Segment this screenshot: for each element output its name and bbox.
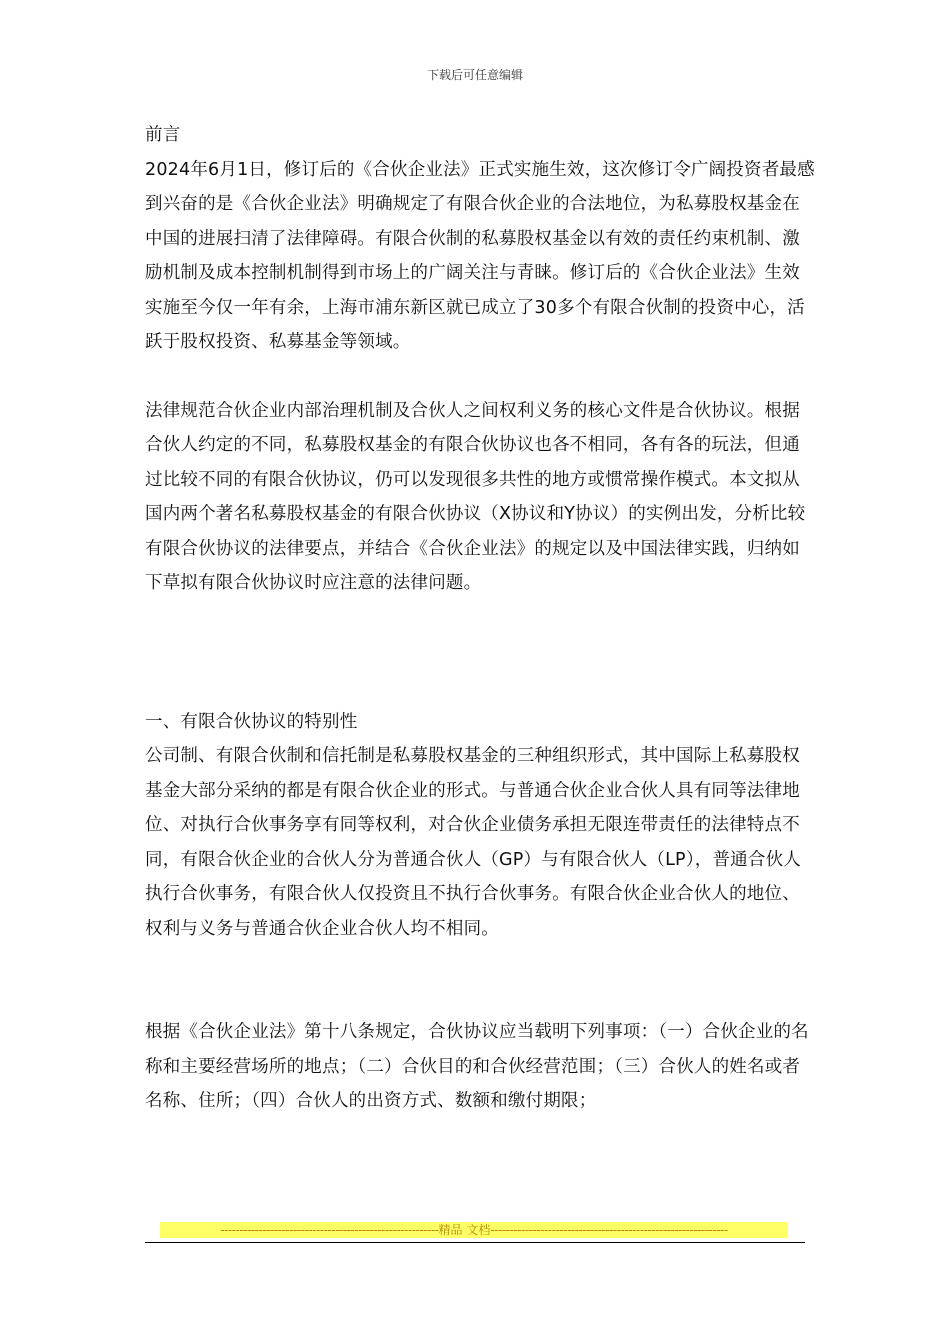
footer-right-dashes: --------------------------------------------------------------: [490, 1223, 728, 1237]
page-header-note: 下载后可任意编辑: [426, 68, 523, 82]
footer-watermark-band: [160, 1222, 788, 1238]
document-body: [145, 118, 815, 1119]
section-1-title: 一、有限合伙协议的特别性: [145, 711, 358, 732]
footer-divider: [145, 1242, 805, 1243]
preface-title: 前言: [145, 125, 181, 145]
paragraph-spacer: [145, 946, 815, 1015]
footer-left-dashes: ---------------------------------------------------------: [220, 1223, 439, 1237]
paragraph-2: 法律规范合伙企业内部治理机制及合伙人之间权利义务的核心文件是合伙协议。根据合伙人约定的不同，私募股权基金的有限合伙协议也各不相同，各有各的玩法，但通过比较不同的有限合伙协议，仍可以发现很多共性的地方或惯常操作模式。本文拟从国内两个著名私募股权基金的有限合伙协议（X协议和Y协议）的实例出发，分析比较有限合伙协议的法律要点，并结合《合伙企业法》的规定以及中国法律实践，归纳如下草拟有限合伙协议时应注意的法律问题。: [145, 400, 806, 593]
paragraph-3: 公司制、有限合伙制和信托制是私募股权基金的三种组织形式，其中国际上私募股权基金大部分采纳的都是有限合伙企业的形式。与普通合伙企业合伙人具有同等法律地位、对执行合伙事务享有同等权利，对合伙企业债务承担无限连带责任的法律特点不同，有限合伙企业的合伙人分为普通合伙人（GP）与有限合伙人（LP），普通合伙人执行合伙事务，有限合伙人仅投资且不执行合伙事务。有限合伙企业合伙人的地位、权利与义务与普通合伙企业合伙人均不相同。: [145, 746, 801, 939]
footer-label: 精品 文档: [438, 1223, 491, 1237]
section-spacer: [145, 601, 815, 705]
paragraph-1: 2024年6月1日，修订后的《合伙企业法》正式实施生效，这次修订令广阔投资者最感到兴奋的是《合伙企业法》明确规定了有限合伙企业的合法地位，为私募股权基金在中国的进展扫清了法律障碍。有限合伙制的私募股权基金以有效的责任约束机制、激励机制及成本控制机制得到市场上的广阔关注与青睐。修订后的《合伙企业法》生效实施至今仅一年有余，上海市浦东新区就已成立了30多个有限合伙制的投资中心，活跃于股权投资、私募基金等领域。: [145, 159, 815, 352]
paragraph-spacer: [145, 360, 815, 394]
paragraph-4: 根据《合伙企业法》第十八条规定，合伙协议应当载明下列事项：（一）合伙企业的名称和主要经营场所的地点；（二）合伙目的和合伙经营范围；（三）合伙人的姓名或者名称、住所；（四）合伙人的出资方式、数额和缴付期限；: [145, 1022, 809, 1111]
